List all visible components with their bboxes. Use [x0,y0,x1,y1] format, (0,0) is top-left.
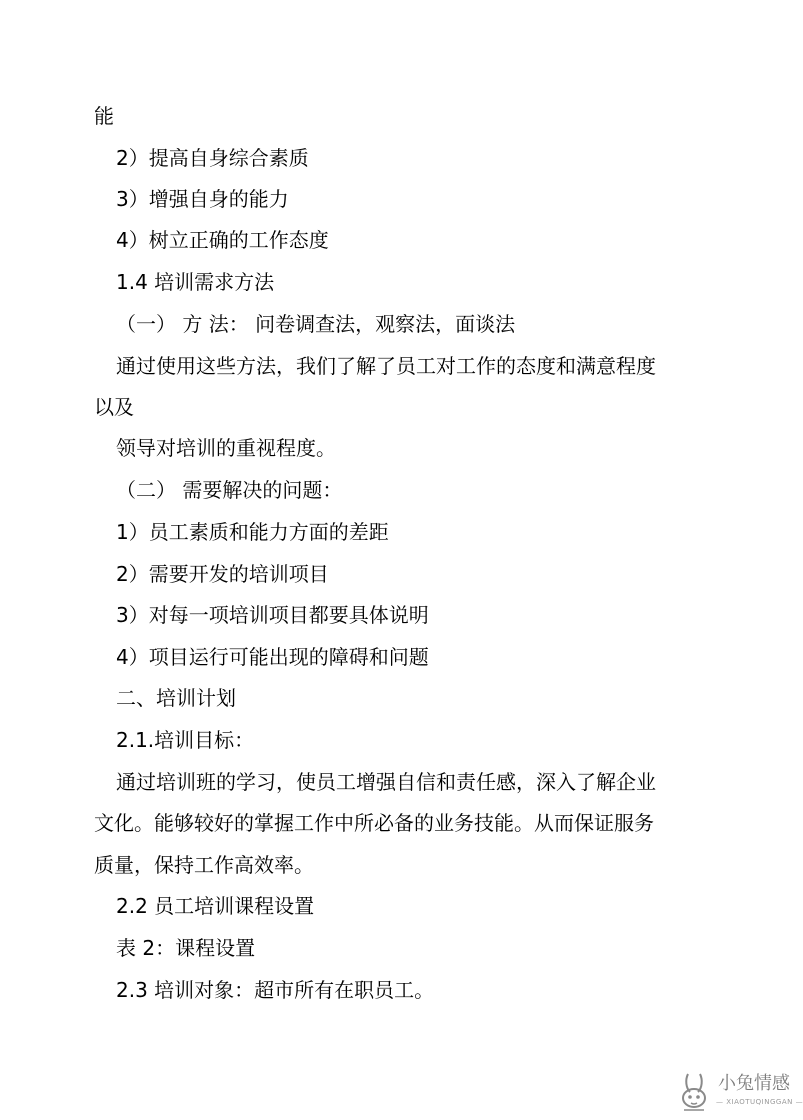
text-line: 通过培训班的学习，使员工增强自信和责任感，深入了解企业 [116,770,656,794]
text-line: 3）对每一项培训项目都要具体说明 [116,603,429,627]
text-line: 4）树立正确的工作态度 [116,228,329,252]
section-heading: 2.1.培训目标： [116,728,255,752]
watermark-subtitle: — XIAOTUQINGGAN — [716,1098,803,1106]
text-line: 能 [94,104,114,128]
text-line: 表 2：课程设置 [116,936,256,960]
section-heading: 1.4 培训需求方法 [116,270,275,294]
text-line: 2）提高自身综合素质 [116,146,309,170]
rabbit-logo-icon [676,1070,714,1114]
section-heading: 二、培训计划 [116,686,236,710]
watermark-title: 小兔情感 [718,1073,790,1094]
text-line: 2）需要开发的培训项目 [116,562,329,586]
text-line: 以及 [94,395,134,419]
text-line: 1）员工素质和能力方面的差距 [116,520,389,544]
text-line: （二） 需要解决的问题： [116,478,343,502]
text-line: 通过使用这些方法，我们了解了员工对工作的态度和满意程度 [116,354,656,378]
section-heading: 2.2 员工培训课程设置 [116,894,315,918]
watermark [676,1070,803,1114]
text-line: 2.3 培训对象：超市所有在职员工。 [116,978,435,1002]
text-line: （一） 方 法： 问卷调查法，观察法，面谈法 [116,312,516,336]
text-line: 3）增强自身的能力 [116,187,289,211]
text-line: 文化。能够较好的掌握工作中所必备的业务技能。从而保证服务 [94,811,654,835]
text-line: 领导对培训的重视程度。 [116,436,336,460]
text-line: 4）项目运行可能出现的障碍和问题 [116,645,429,669]
text-line: 质量，保持工作高效率。 [94,853,314,877]
